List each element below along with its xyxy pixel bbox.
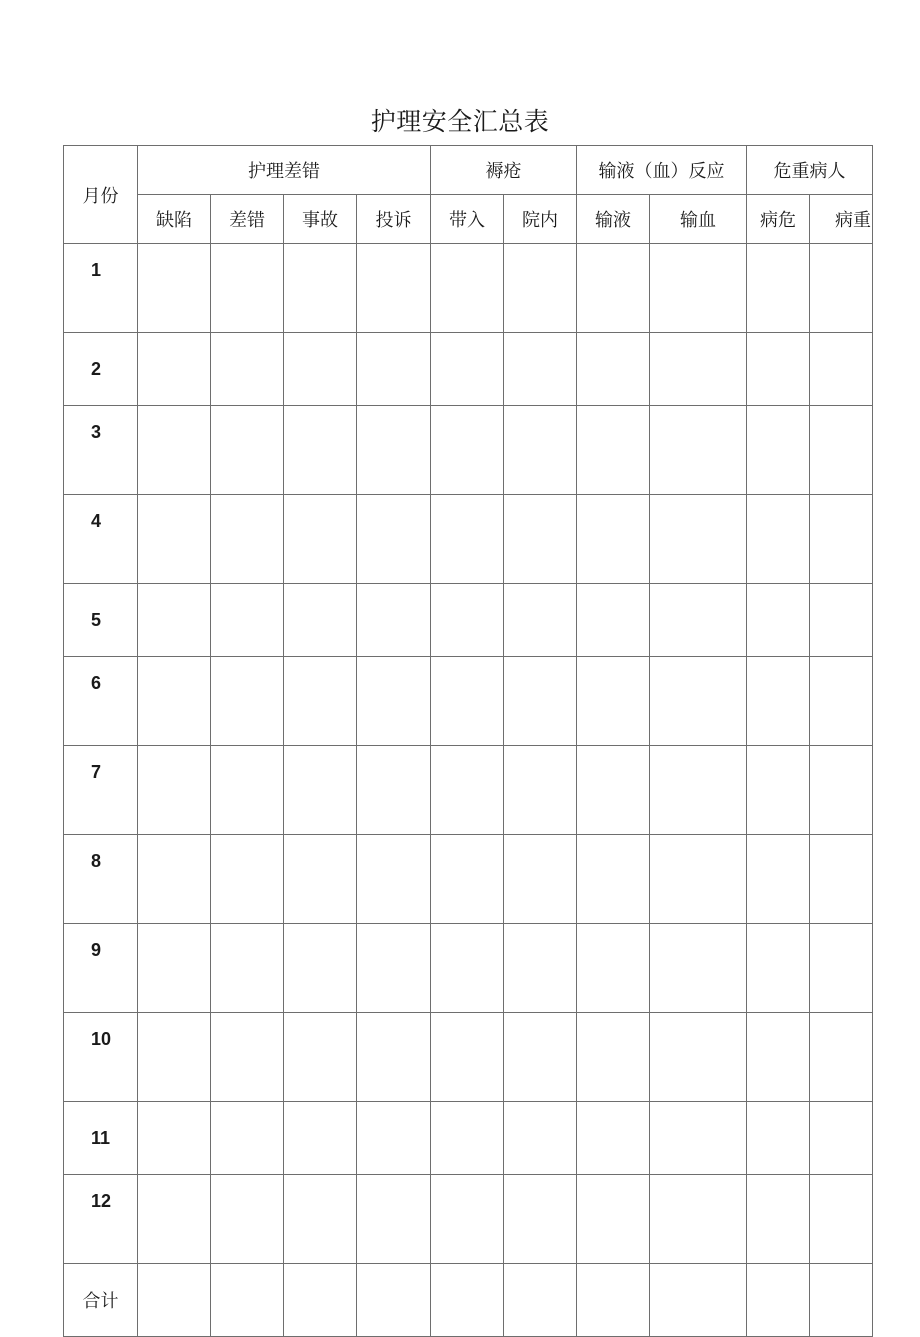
table-cell[interactable] [810, 584, 873, 657]
table-cell[interactable] [650, 495, 747, 584]
table-cell[interactable] [357, 1013, 431, 1102]
table-cell[interactable] [504, 584, 577, 657]
table-cell[interactable] [284, 495, 357, 584]
table-cell[interactable] [138, 1102, 211, 1175]
table-cell[interactable] [138, 835, 211, 924]
table-cell[interactable] [504, 746, 577, 835]
group-header-bedsores: 褥疮 [431, 146, 577, 195]
table-cell[interactable] [650, 835, 747, 924]
table-cell[interactable] [211, 924, 284, 1013]
table-cell[interactable] [810, 657, 873, 746]
data-rows [64, 244, 873, 1264]
sub-header-infusion: 输液 [577, 195, 650, 244]
table-cell[interactable] [810, 244, 873, 333]
table-cell[interactable] [810, 1264, 873, 1337]
table-cell[interactable] [357, 835, 431, 924]
table-row [64, 924, 873, 1013]
table-cell[interactable] [650, 406, 747, 495]
table-row [64, 657, 873, 746]
sub-header-blood-transfusion: 输血 [650, 195, 747, 244]
table-cell[interactable] [211, 835, 284, 924]
table-row [64, 1175, 873, 1264]
table-cell[interactable] [284, 584, 357, 657]
table-cell[interactable] [284, 657, 357, 746]
table-cell[interactable] [577, 1264, 650, 1337]
table-row [64, 835, 873, 924]
table-cell[interactable] [138, 495, 211, 584]
table-cell[interactable] [577, 244, 650, 333]
table-cell[interactable] [747, 495, 810, 584]
table-cell[interactable] [504, 333, 577, 406]
table-cell[interactable] [211, 1013, 284, 1102]
table-cell[interactable] [504, 1102, 577, 1175]
table-cell[interactable] [650, 584, 747, 657]
table-cell[interactable] [747, 1264, 810, 1337]
table-cell[interactable] [138, 406, 211, 495]
table-cell[interactable] [138, 1264, 211, 1337]
table-cell[interactable] [650, 333, 747, 406]
month-label: 3 [64, 406, 138, 495]
table-cell[interactable] [357, 406, 431, 495]
month-label: 12 [64, 1175, 138, 1264]
table-cell[interactable] [284, 1264, 357, 1337]
table-cell[interactable] [211, 495, 284, 584]
sub-header-accident: 事故 [284, 195, 357, 244]
table-cell[interactable] [284, 1175, 357, 1264]
table-cell[interactable] [504, 244, 577, 333]
table-cell[interactable] [211, 333, 284, 406]
table-cell[interactable] [577, 924, 650, 1013]
table-cell[interactable] [138, 1175, 211, 1264]
table-cell[interactable] [211, 746, 284, 835]
table-cell[interactable] [577, 1013, 650, 1102]
table-cell[interactable] [650, 657, 747, 746]
table-cell[interactable] [810, 1102, 873, 1175]
month-label: 2 [64, 333, 138, 406]
sub-header-brought-in: 带入 [431, 195, 504, 244]
table-cell[interactable] [504, 835, 577, 924]
table-cell[interactable] [431, 835, 504, 924]
total-row [64, 1264, 873, 1337]
total-label: 合计 [64, 1264, 138, 1337]
table-row [64, 1102, 873, 1175]
table-cell[interactable] [577, 746, 650, 835]
table-cell[interactable] [810, 333, 873, 406]
table-cell[interactable] [810, 924, 873, 1013]
table-cell[interactable] [650, 1264, 747, 1337]
sub-header-serious: 病重 [810, 195, 873, 244]
month-label: 4 [64, 495, 138, 584]
table-cell[interactable] [284, 244, 357, 333]
table-cell[interactable] [431, 584, 504, 657]
table-cell[interactable] [211, 584, 284, 657]
table-cell[interactable] [211, 1102, 284, 1175]
table-cell[interactable] [650, 1175, 747, 1264]
month-label: 7 [64, 746, 138, 835]
table-cell[interactable] [810, 835, 873, 924]
table-cell[interactable] [650, 924, 747, 1013]
table-row [64, 333, 873, 406]
table-cell[interactable] [577, 835, 650, 924]
table-cell[interactable] [577, 495, 650, 584]
sub-header-error: 差错 [211, 195, 284, 244]
table-cell[interactable] [284, 333, 357, 406]
group-header-critical-patients: 危重病人 [747, 146, 873, 195]
table-cell[interactable] [810, 1013, 873, 1102]
month-label: 6 [64, 657, 138, 746]
table-cell[interactable] [138, 1013, 211, 1102]
table-cell[interactable] [577, 1175, 650, 1264]
table-cell[interactable] [284, 746, 357, 835]
table-cell[interactable] [211, 244, 284, 333]
table-cell[interactable] [650, 1013, 747, 1102]
table-cell[interactable] [357, 1102, 431, 1175]
table-cell[interactable] [284, 924, 357, 1013]
table-cell[interactable] [284, 835, 357, 924]
table-cell[interactable] [357, 333, 431, 406]
table-cell[interactable] [431, 1013, 504, 1102]
table-cell[interactable] [650, 244, 747, 333]
table-cell[interactable] [577, 333, 650, 406]
header-row-subs [64, 195, 873, 244]
table-cell[interactable] [747, 584, 810, 657]
table-row [64, 584, 873, 657]
nursing-safety-summary-table [63, 145, 873, 1337]
table-cell[interactable] [810, 406, 873, 495]
table-cell[interactable] [650, 1102, 747, 1175]
table-cell[interactable] [747, 1175, 810, 1264]
table-cell[interactable] [284, 1102, 357, 1175]
table-cell[interactable] [504, 1013, 577, 1102]
table-cell[interactable] [747, 924, 810, 1013]
table-row [64, 406, 873, 495]
table-cell[interactable] [747, 657, 810, 746]
table-cell[interactable] [357, 495, 431, 584]
table-cell[interactable] [577, 1102, 650, 1175]
table-cell[interactable] [577, 584, 650, 657]
table-cell[interactable] [810, 495, 873, 584]
month-label: 11 [64, 1102, 138, 1175]
table-cell[interactable] [431, 1264, 504, 1337]
table-cell[interactable] [504, 1175, 577, 1264]
table-cell[interactable] [357, 1175, 431, 1264]
table-cell[interactable] [357, 584, 431, 657]
table-cell[interactable] [577, 406, 650, 495]
table-cell[interactable] [650, 746, 747, 835]
table-row [64, 1013, 873, 1102]
month-label: 9 [64, 924, 138, 1013]
table-cell[interactable] [431, 333, 504, 406]
table-cell[interactable] [504, 657, 577, 746]
table-cell[interactable] [357, 657, 431, 746]
sub-header-critical: 病危 [747, 195, 810, 244]
header-row-groups [64, 146, 873, 195]
month-label: 1 [64, 244, 138, 333]
table-cell[interactable] [211, 657, 284, 746]
table-cell[interactable] [504, 495, 577, 584]
table-cell[interactable] [211, 1175, 284, 1264]
page-title: 护理安全汇总表 [370, 107, 550, 136]
month-label: 8 [64, 835, 138, 924]
table-cell[interactable] [357, 1264, 431, 1337]
table-cell[interactable] [138, 244, 211, 333]
table-cell[interactable] [747, 1102, 810, 1175]
table-row [64, 495, 873, 584]
table-cell[interactable] [504, 406, 577, 495]
table-cell[interactable] [211, 1264, 284, 1337]
table-cell[interactable] [747, 406, 810, 495]
table-row [64, 746, 873, 835]
table-cell[interactable] [431, 924, 504, 1013]
sub-header-in-hospital: 院内 [504, 195, 577, 244]
table-cell[interactable] [577, 657, 650, 746]
table-cell[interactable] [431, 406, 504, 495]
table-cell[interactable] [284, 1013, 357, 1102]
month-label: 10 [64, 1013, 138, 1102]
table-cell[interactable] [138, 657, 211, 746]
table-cell[interactable] [747, 1013, 810, 1102]
table-row [64, 244, 873, 333]
table-cell[interactable] [431, 495, 504, 584]
table-cell[interactable] [138, 746, 211, 835]
table-cell[interactable] [431, 746, 504, 835]
table-cell[interactable] [504, 1264, 577, 1337]
table-cell[interactable] [747, 746, 810, 835]
table-cell[interactable] [747, 333, 810, 406]
table-cell[interactable] [138, 924, 211, 1013]
table-cell[interactable] [211, 406, 284, 495]
table-cell[interactable] [431, 1102, 504, 1175]
group-header-transfusion-reaction: 输液（血）反应 [577, 146, 747, 195]
table-cell[interactable] [284, 406, 357, 495]
table-cell[interactable] [357, 244, 431, 333]
table-cell[interactable] [138, 333, 211, 406]
table-cell[interactable] [431, 1175, 504, 1264]
month-header: 月份 [64, 146, 138, 244]
table-cell[interactable] [431, 657, 504, 746]
table-cell[interactable] [357, 924, 431, 1013]
table-cell[interactable] [747, 244, 810, 333]
table-cell[interactable] [810, 746, 873, 835]
sub-header-complaint: 投诉 [357, 195, 431, 244]
sub-header-defect: 缺陷 [138, 195, 211, 244]
table-cell[interactable] [810, 1175, 873, 1264]
table-cell[interactable] [504, 924, 577, 1013]
group-header-nursing-errors: 护理差错 [138, 146, 431, 195]
table-cell[interactable] [357, 746, 431, 835]
table-cell[interactable] [138, 584, 211, 657]
month-label: 5 [64, 584, 138, 657]
table-cell[interactable] [747, 835, 810, 924]
table-cell[interactable] [431, 244, 504, 333]
